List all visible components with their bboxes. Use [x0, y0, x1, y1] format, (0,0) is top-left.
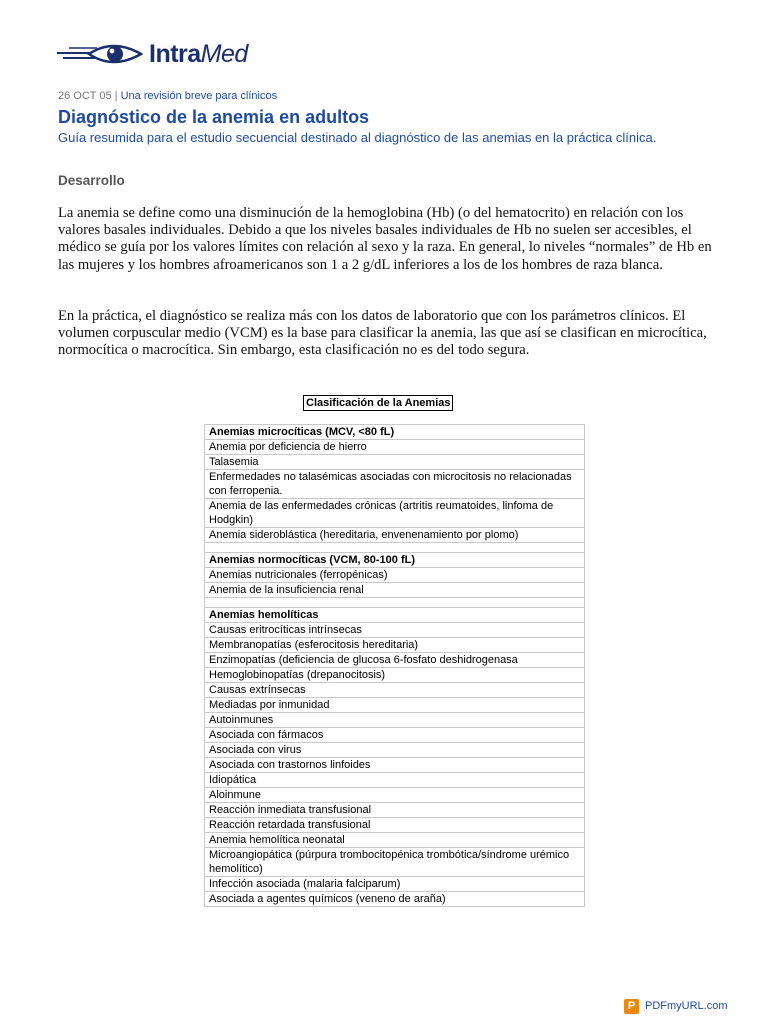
table-cell: Asociada con trastornos linfoides	[205, 758, 585, 773]
table-row	[205, 440, 585, 455]
table-cell: Causas extrínsecas	[205, 683, 585, 698]
table-spacer-row	[205, 598, 585, 608]
table-cell: Autoinmunes	[205, 713, 585, 728]
table-row	[205, 818, 585, 833]
table-cell: Asociada a agentes químicos (veneno de araña)	[205, 892, 585, 907]
table-cell: Anemia por deficiencia de hierro	[205, 440, 585, 455]
article-category-link[interactable]: Una revisión breve para clínicos	[120, 90, 278, 102]
table-cell: Anemias nutricionales (ferropénicas)	[205, 568, 585, 583]
table-row	[205, 788, 585, 803]
table-cell: Idiopática	[205, 773, 585, 788]
table-row	[205, 773, 585, 788]
body-paragraph-1: La anemia se define como una disminución de la hemoglobina (Hb) (o del hematocrito) en relación con los valores basales individuales. Debido a que los niveles basales individuales de Hb no suelen ser accesibles, el médico se guía por los valores límites con relación al sexo y la raza. En general, lo niveles “normales” de Hb en las mujeres y los hombres afroamericanos son 1 a 2 g/dL inferiores a los de los hombres de raza blanca.	[58, 205, 712, 273]
table-row	[205, 758, 585, 773]
article-subtitle: Guía resumida para el estudio secuencial destinado al diagnóstico de las anemias en la práctica clínica.	[58, 130, 657, 145]
table-row	[205, 623, 585, 638]
table-row	[205, 728, 585, 743]
table-cell	[205, 598, 585, 608]
table-cell: Anemia hemolítica neonatal	[205, 833, 585, 848]
table-row	[205, 455, 585, 470]
table-row	[205, 583, 585, 598]
table-row	[205, 638, 585, 653]
intramed-logo[interactable]	[57, 38, 317, 72]
table-cell: Anemia sideroblástica (hereditaria, envenenamiento por plomo)	[205, 528, 585, 543]
table-row	[205, 499, 585, 528]
article-date: 26 OCT 05	[58, 90, 112, 102]
body-paragraph-2: En la práctica, el diagnóstico se realiza más con los datos de laboratorio que con los parámetros clínicos. El volumen corpuscular medio (VCM) es la base para clasificar la anemia, las que así se clasifican en microcítica, normocítica o macrocítica. Sin embargo, esta clasificación no es del todo segura.	[58, 308, 707, 359]
table-cell: Asociada con fármacos	[205, 728, 585, 743]
table-cell: Asociada con virus	[205, 743, 585, 758]
pdfmyurl-footer[interactable]	[624, 998, 744, 1016]
table-cell: Talasemia	[205, 455, 585, 470]
table-row	[205, 470, 585, 499]
table-row	[205, 877, 585, 892]
table-row	[205, 425, 585, 440]
table-cell: Membranopatías (esferocitosis hereditaria)	[205, 638, 585, 653]
table-group-header: Anemias microcíticas (MCV, <80 fL)	[205, 425, 585, 440]
table-row	[205, 568, 585, 583]
table-row	[205, 653, 585, 668]
table-row	[205, 608, 585, 623]
table-cell: Causas eritrocíticas intrínsecas	[205, 623, 585, 638]
section-heading: Desarrollo	[58, 173, 125, 188]
table-cell: Mediadas por inmunidad	[205, 698, 585, 713]
table-title: Clasificación de la Anemias	[303, 395, 453, 411]
anemia-classification-table	[204, 424, 585, 907]
table-row	[205, 803, 585, 818]
table-cell: Anemia de la insuficiencia renal	[205, 583, 585, 598]
table-row	[205, 698, 585, 713]
table-cell: Reacción retardada transfusional	[205, 818, 585, 833]
table-row	[205, 833, 585, 848]
eye-logo-icon	[57, 40, 143, 70]
table-group-header: Anemias normocíticas (VCM, 80-100 fL)	[205, 553, 585, 568]
table-row	[205, 553, 585, 568]
article-title: Diagnóstico de la anemia en adultos	[58, 107, 370, 127]
table-row	[205, 848, 585, 877]
pdfmyurl-link[interactable]: PDFmyURL.com	[645, 1000, 728, 1012]
article-meta	[58, 90, 277, 102]
table-spacer-row	[205, 543, 585, 553]
meta-separator: |	[114, 90, 118, 102]
table-cell: Microangiopática (púrpura trombocitopénica trombótica/síndrome urémico hemolítico)	[205, 848, 585, 877]
table-cell: Enzimopatías (deficiencia de glucosa 6-fosfato deshidrogenasa	[205, 653, 585, 668]
table-cell: Enfermedades no talasémicas asociadas con microcitosis no relacionadas con ferropenia.	[205, 470, 585, 499]
table-cell: Infección asociada (malaria falciparum)	[205, 877, 585, 892]
table-cell: Hemoglobinopatías (drepanocitosis)	[205, 668, 585, 683]
table-cell	[205, 543, 585, 553]
table-cell: Reacción inmediata transfusional	[205, 803, 585, 818]
table-row	[205, 713, 585, 728]
table-row	[205, 683, 585, 698]
table-row	[205, 528, 585, 543]
table-cell: Anemia de las enfermedades crónicas (artritis reumatoides, linfoma de Hodgkin)	[205, 499, 585, 528]
pdfmyurl-logo-icon: P	[624, 999, 639, 1014]
table-row	[205, 743, 585, 758]
table-row	[205, 668, 585, 683]
table-cell: Aloinmune	[205, 788, 585, 803]
table-group-header: Anemias hemolíticas	[205, 608, 585, 623]
brand-name: IntraMed	[149, 40, 248, 68]
table-row	[205, 892, 585, 907]
